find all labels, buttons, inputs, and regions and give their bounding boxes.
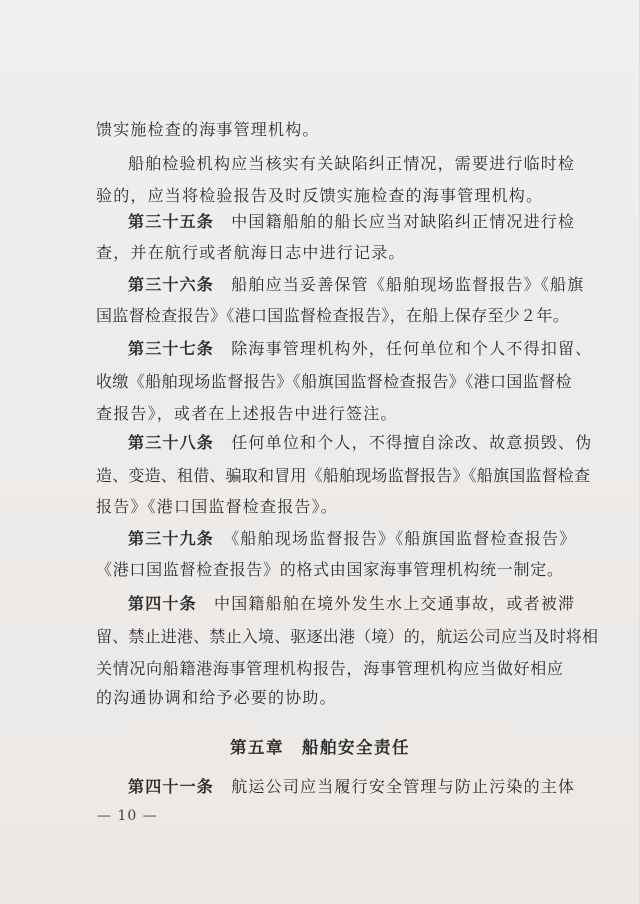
text-line: 《船舶现场监督报告》《船旗国监督检查报告》 [231, 529, 577, 548]
article-number: 第三十八条 [128, 433, 215, 452]
article-37 [128, 339, 592, 359]
chapter-title: 第五章 船舶安全责任 [230, 738, 410, 757]
text-line: 中国籍船舶在境外发生水上交通事故，或者被滞 [214, 594, 576, 613]
text-line: 《港口国监督检查报告》的格式由国家海事管理机构统一制定。 [96, 560, 564, 579]
text-line: 验的，应当将检验报告及时反馈实施检查的海事管理机构。 [96, 186, 544, 205]
article-number: 第三十五条 [128, 212, 215, 231]
article-number: 第三十六条 [128, 275, 215, 294]
text-line: 查，并在航行或者航海日志中进行记录。 [96, 243, 406, 262]
text-line: 的沟通协调和给予必要的协助。 [96, 688, 337, 707]
article-36 [128, 275, 584, 295]
article-number: 第四十一条 [128, 777, 215, 796]
article-38 [128, 433, 592, 453]
text-line: 留、禁止进港、禁止入境、驱逐出港（境）的，航运公司应当及时将相 [96, 627, 599, 646]
text-line: 中国籍船舶的船长应当对缺陷纠正情况进行检 [231, 212, 576, 231]
text-line: 船舶检验机构应当核实有关缺陷纠正情况，需要进行临时检 [128, 154, 576, 173]
text-line: 任何单位和个人，不得擅自涂改、故意损毁、伪 [231, 433, 593, 452]
article-40 [128, 594, 575, 614]
text-line: 收缴《船舶现场监督报告》《船旗国监督检查报告》《港口国监督检 [96, 372, 573, 391]
page-number: — 10 — [97, 808, 158, 824]
article-number: 第四十条 [128, 594, 197, 613]
text-line: 关情况向船籍港海事管理机构报告，海事管理机构应当做好相应 [96, 659, 564, 678]
text-line: 报告》《港口国监督检查报告》。 [96, 497, 339, 516]
text-line: 馈实施检查的海事管理机构。 [96, 120, 320, 139]
article-number: 第三十九条 [128, 529, 215, 548]
article-39 [128, 529, 576, 549]
text-line: 国监督检查报告》《港口国监督检查报告》，在船上保存至少２年。 [96, 306, 570, 325]
text-line: 除海事管理机构外，任何单位和个人不得扣留、 [231, 339, 593, 358]
text-line: 造、变造、租借、骗取和冒用《船舶现场监督报告》《船旗国监督检查 [96, 466, 591, 485]
text-line: 船舶应当妥善保管《船舶现场监督报告》《船旗 [231, 275, 585, 294]
article-41 [128, 777, 575, 797]
text-line: 查报告》，或者在上述报告中进行签注。 [96, 404, 398, 423]
article-number: 第三十七条 [128, 339, 215, 358]
text-line: 航运公司应当履行安全管理与防止污染的主体 [231, 777, 576, 796]
article-35 [128, 212, 575, 232]
